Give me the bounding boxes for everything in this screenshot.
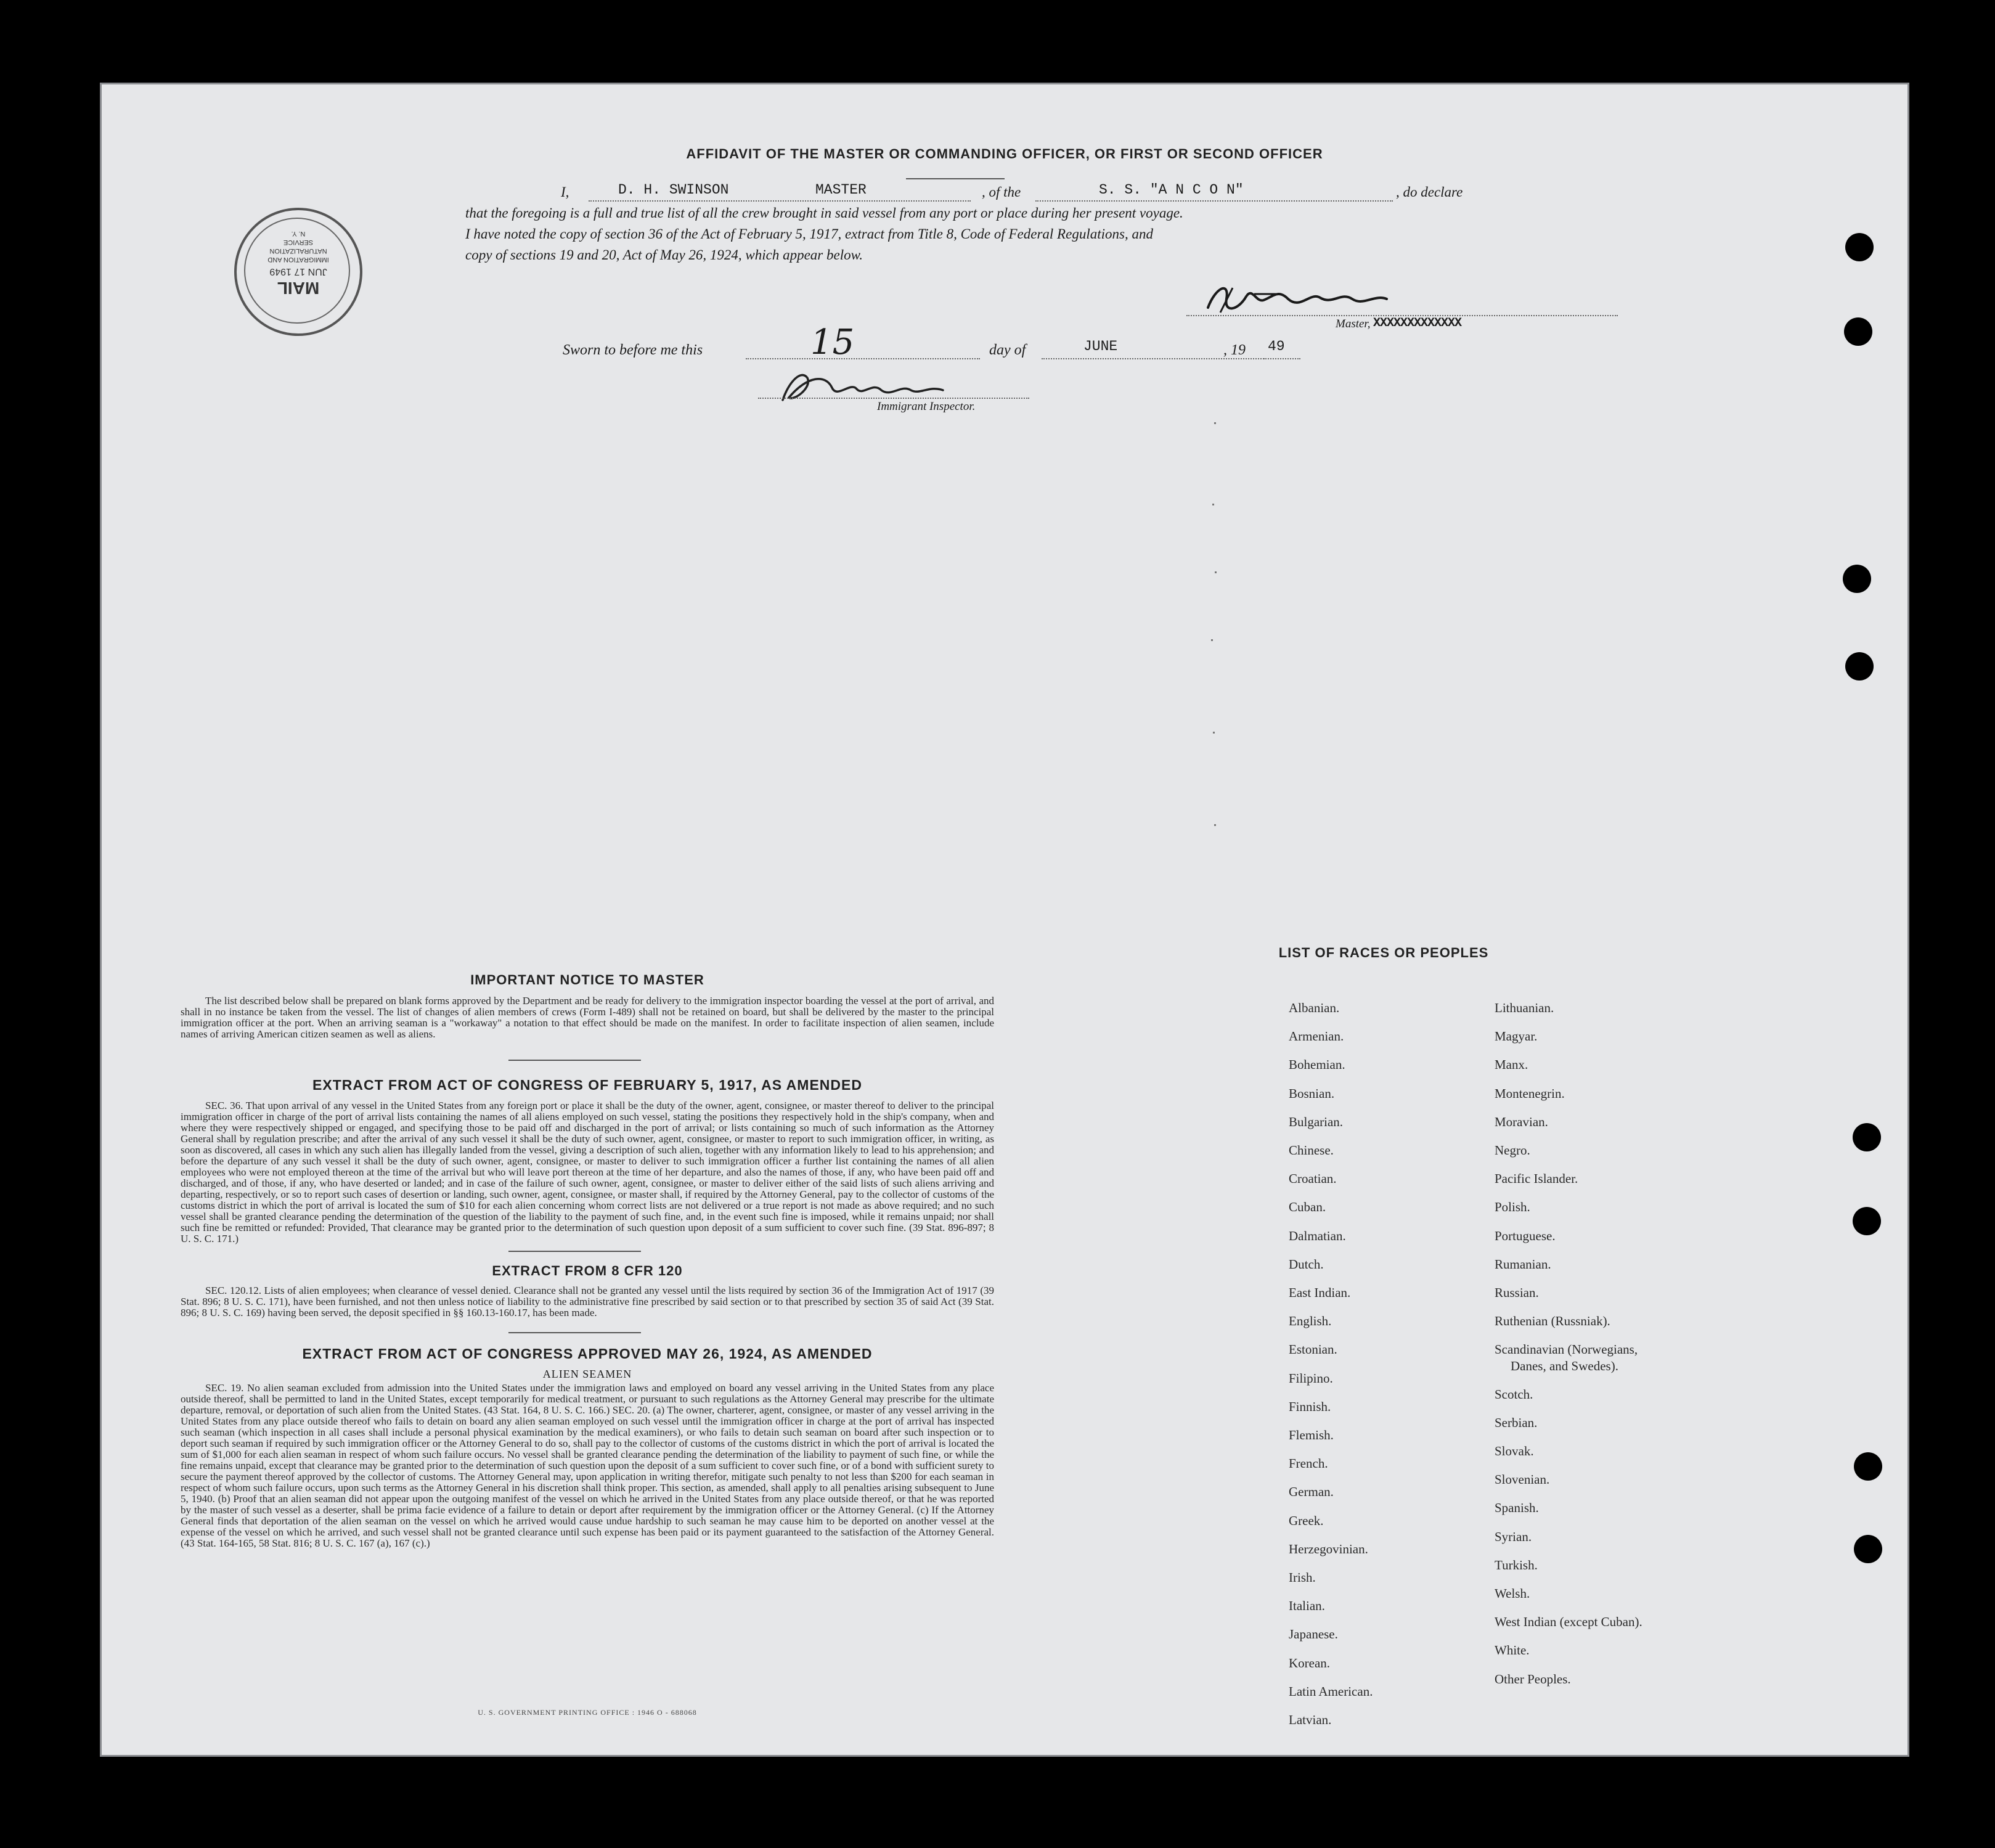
punch-hole [1853, 1207, 1881, 1235]
race-item: Moravian. [1495, 1114, 1548, 1129]
vessel-underline [1035, 200, 1393, 202]
printing-office-footer: U. S. GOVERNMENT PRINTING OFFICE : 1946 O - 688068 [478, 1708, 697, 1717]
vessel-name: S. S. "A N C O N" [1099, 182, 1244, 198]
punch-hole [1845, 652, 1874, 681]
race-item: Slovak. [1495, 1444, 1534, 1458]
master-rank: MASTER [815, 182, 867, 198]
race-item: Estonian. [1289, 1342, 1337, 1357]
sworn-day-line [746, 358, 980, 359]
race-item: Latvian. [1289, 1712, 1332, 1727]
races-heading: LIST OF RACES OR PEOPLES [1278, 945, 1489, 960]
race-item: Slovenian. [1495, 1472, 1550, 1487]
race-item: Scotch. [1495, 1386, 1533, 1402]
race-item: East Indian. [1289, 1285, 1351, 1300]
race-item: Russian. [1495, 1285, 1539, 1300]
stamp-line-2: NATURALIZATION [269, 247, 327, 255]
punch-hole [1844, 317, 1872, 346]
race-item: Scandinavian (Norwegians, [1495, 1342, 1638, 1357]
race-item: Spanish. [1495, 1500, 1539, 1516]
race-item: Rumanian. [1495, 1256, 1551, 1272]
race-item: Portuguese. [1495, 1228, 1556, 1243]
race-item: Montenegrin. [1495, 1085, 1565, 1101]
race-item: Serbian. [1495, 1415, 1538, 1430]
race-item: Filipino. [1289, 1370, 1333, 1386]
sworn-text: Sworn to before me this [563, 342, 703, 358]
race-item: Italian. [1289, 1598, 1325, 1614]
punch-hole [1853, 1123, 1881, 1151]
stamp-date: JUN 17 1949 [269, 266, 327, 277]
race-item: Other Peoples. [1495, 1671, 1571, 1687]
race-item: Albanian. [1289, 1000, 1340, 1015]
notice-body: The list described below shall be prepared on blank forms approved by the Department and be ready for delivery to the immigration inspector boarding the vessel at the port of arrival, and shall in no instance be taken from the vessel. The list of changes of alien members of crews (Form I-489) shall not be retained on board, but shall be delivered by the master to the principal immigration officer at the port. When an arriving seaman is a "workaway" a notation to that effect should be made on the manifest. In order to facilitate inspection of alien seamen, include names of arriving American citizen seamen as well as aliens. [181, 995, 994, 1040]
race-item: Welsh. [1495, 1586, 1530, 1601]
name-underline [589, 200, 971, 202]
race-item: Ruthenian (Russniak). [1495, 1314, 1610, 1329]
race-item: Irish. [1289, 1570, 1316, 1585]
extract-cfr-heading: EXTRACT FROM 8 CFR 120 [492, 1263, 683, 1278]
master-label: Master, [1336, 317, 1371, 330]
race-item: Syrian. [1495, 1529, 1532, 1544]
extract-cfr-body: SEC. 120.12. Lists of alien employees; when clearance of vessel denied. Clearance shall not be granted any vessel until the lists required by section 36 of the Immigration Act of 1917 (39 Stat. 896; 8 U. S. C. 171), have been furnished, and not then unless notice of liability to the administrative fine prescribed by said section or to that prescribed by section 35 of said Act (39 Stat. 896; 8 U. S. C. 169) having been served, the deposit specified in §§ 160.13-160.17, has been made. [181, 1285, 994, 1319]
punch-hole [1854, 1535, 1882, 1563]
race-item: Armenian. [1289, 1029, 1344, 1044]
race-item: Turkish. [1495, 1557, 1538, 1572]
inspector-label: Immigrant Inspector. [877, 400, 976, 413]
stamp-mail: MAIL [277, 279, 320, 298]
master-name: D. H. SWINSON [618, 182, 729, 198]
race-item: Dalmatian. [1289, 1228, 1346, 1243]
affidavit-line-4: copy of sections 19 and 20, Act of May 26, 1924, which appear below. [465, 247, 863, 263]
affidavit-do-declare: , do declare [1396, 184, 1463, 200]
extract-cfr-divider [508, 1332, 641, 1333]
race-item: Pacific Islander. [1495, 1171, 1578, 1187]
race-item: Korean. [1289, 1655, 1331, 1670]
race-item: Herzegovinian. [1289, 1541, 1368, 1556]
document-page [100, 83, 1909, 1757]
race-item: Magyar. [1495, 1029, 1538, 1044]
extract-1924-heading: EXTRACT FROM ACT OF CONGRESS APPROVED MAY 26, 1924, AS AMENDED [302, 1346, 873, 1362]
stamp-line-1: IMMIGRATION AND [267, 256, 329, 263]
race-item: West Indian (except Cuban). [1495, 1614, 1642, 1630]
race-item: Lithuanian. [1495, 1000, 1554, 1015]
affidavit-line-2: that the foregoing is a full and true list of all the crew brought in said vessel from any port or place during her present voyage. [465, 205, 1183, 221]
affidavit-heading: AFFIDAVIT OF THE MASTER OR COMMANDING OFFICER, OR FIRST OR SECOND OFFICER [686, 146, 1323, 161]
race-item: Bohemian. [1289, 1057, 1345, 1073]
race-item: Cuban. [1289, 1200, 1326, 1215]
notice-divider [508, 1060, 641, 1061]
extract-1917-heading: EXTRACT FROM ACT OF CONGRESS OF FEBRUARY 5, 1917, AS AMENDED [312, 1077, 862, 1093]
race-item: French. [1289, 1456, 1328, 1471]
sworn-year: 49 [1268, 338, 1285, 354]
race-item: Croatian. [1289, 1171, 1337, 1187]
affidavit-line-3: I have noted the copy of section 36 of the Act of February 5, 1917, extract from Title 8, Code of Federal Regulations, and [465, 226, 1153, 242]
punch-hole [1854, 1452, 1882, 1481]
year-prefix: , 19 [1223, 342, 1246, 358]
extract-1917-divider [508, 1251, 641, 1252]
heading-divider [906, 178, 1005, 179]
inspector-signature-line [758, 398, 1029, 399]
race-item: Flemish. [1289, 1428, 1334, 1442]
race-item: Bulgarian. [1289, 1114, 1344, 1129]
day-of-text: day of [989, 342, 1026, 358]
race-item: Chinese. [1289, 1143, 1334, 1158]
race-item: Bosnian. [1289, 1085, 1335, 1101]
struck-officer-titles: XXXXXXXXXXXXX [1373, 316, 1462, 330]
race-item: Dutch. [1289, 1256, 1324, 1272]
year-line [1263, 358, 1300, 359]
notice-heading: IMPORTANT NOTICE TO MASTER [470, 972, 704, 987]
stamp-line-3: SERVICE [283, 239, 314, 246]
extract-1924-subheading: ALIEN SEAMEN [542, 1368, 632, 1380]
master-signature [1196, 276, 1405, 319]
race-item: Latin American. [1289, 1683, 1373, 1699]
race-item: White. [1495, 1643, 1530, 1658]
race-item: Finnish. [1289, 1399, 1331, 1414]
sworn-month: JUNE [1083, 338, 1118, 354]
affidavit-i: I, [561, 184, 569, 200]
race-item: German. [1289, 1484, 1334, 1500]
stamp-line-4: N. Y. [291, 230, 306, 237]
race-item: Negro. [1495, 1143, 1530, 1158]
race-item: English. [1289, 1314, 1332, 1329]
race-item: Manx. [1495, 1057, 1528, 1073]
affidavit-of-the: , of the [982, 184, 1021, 200]
punch-hole [1845, 233, 1874, 261]
extract-1924-body: SEC. 19. No alien seaman excluded from admission into the United States under the immigration laws and employed on board any vessel arriving in the United States from any place outside thereof, shall be permitted to land in the United States, except temporarily for medical treatment, or pursuant to such regulations as the Attorney General may prescribe for the ultimate departure, removal, or deportation of such alien from the United States. (43 Stat. 164, 8 U. S. C. 166.) SEC. 20. (a) The owner, charterer, agent, consignee, or master of any vessel arriving in the United States from any place outside thereof who fails to detain on board any alien seaman employed on such vessel until the immigration officer in charge at the port of arrival has inspected such seaman (which inspection in all cases shall include a personal physical examination by the medical examiners), or who fails to detain such seaman on board after such inspection or to deport such seaman if required by such immigration officer or the Attorney General to do so, shall pay to the collector of customs of the customs district in which the port of arrival is located the sum of $1,000 for each alien seaman in respect of whom such failure occurs. No vessel shall be granted clearance pending the determination of the liability to payment of such fine, or while the fine remains unpaid, except that clearance may be granted prior to the determination of such question upon the deposit of a sum sufficient to cover such fine, or of a bond with sufficient surety to secure the payment thereof approved by the collector of customs. The Attorney General may, upon application in writing therefor, mitigate such penalty to not less than $200 for each seaman in respect of whom such failure occurs, upon such terms as the Attorney General in his discretion shall think proper. This section, as amended, shall apply to all penalties arising subsequent to June 5, 1940. (b) Proof that an alien seaman did not appear upon the outgoing manifest of the vessel on which he arrived in the United States from any place outside thereof, or that he was reported by the master of such vessel as a deserter, shall be prima facie evidence of a failure to detain or deport after requirement by the immigration officer or the Attorney General. (c) If the Attorney General finds that deportation of the alien seaman on the vessel on which he arrived would cause undue hardship to such seaman he may cause him to be deported on another vessel at the expense of the vessel on which he arrived, and such vessel shall not be granted clearance until such expense has been paid or its payment guaranteed to the satisfaction of the Attorney General. (43 Stat. 164-165, 58 Stat. 816; 8 U. S. C. 167 (a), 167 (c).) [181, 1382, 994, 1549]
receipt-stamp [234, 208, 362, 336]
race-item: Japanese. [1289, 1627, 1338, 1642]
sworn-day: 15 [810, 322, 855, 362]
race-item: Danes, and Swedes). [1511, 1358, 1618, 1373]
race-item: Polish. [1495, 1200, 1530, 1215]
extract-1917-body: SEC. 36. That upon arrival of any vessel in the United States from any foreign port or place it shall be the duty of the owner, agent, consignee, or master thereof to deliver to the principal immigration officer in charge of the port of arrival lists containing the names of all aliens employed on such vessel, stating the positions they respectively hold in the ship's company, when and where they were respectively shipped or engaged, and specifying those to be paid off and discharged in the port of arrival; or lists containing so much of such information as the Attorney General shall by regulation prescribe; and after the arrival of any such vessel it shall be the duty of such owner, agent, consignee, or master to report to such immigration officer, in writing, as soon as discovered, all cases in which any such alien has illegally landed from the vessel, giving a description of such alien, together with any information likely to lead to his apprehension; and before the departure of any such vessel it shall be the duty of such owner, agent, consignee, or master to deliver to such immigration officer a further list containing the names of all alien employees who were not employed thereon at the time of the arrival but who will leave port thereon at the time of her departure, and also the names of those, if any, who have been paid off and discharged, and of those, if any, who have deserted or landed; and in case of the failure of such owner, agent, consignee, or master to deliver either of the said lists of such aliens arriving and departing, respectively, or so to report such cases of desertion or landing, such owner, agent, consignee, or master shall, if required by the Attorney General, pay to the collector of customs of the customs district in which the port of arrival is located the sum of $10 for each alien concerning whom correct lists are not delivered or a true report is not made as above required; and no such vessel shall be granted clearance pending the determination of the question of the liability to the payment of such fine, and, in the event such fine is imposed, while it remains unpaid; nor shall such fine be remitted or refunded: Provided, That clearance may be granted prior to the determination of such question upon deposit of a sum sufficient to cover such fine. (39 Stat. 896-897; 8 U. S. C. 171.) [181, 1100, 994, 1245]
punch-hole [1843, 565, 1871, 593]
race-item: Greek. [1289, 1513, 1324, 1528]
